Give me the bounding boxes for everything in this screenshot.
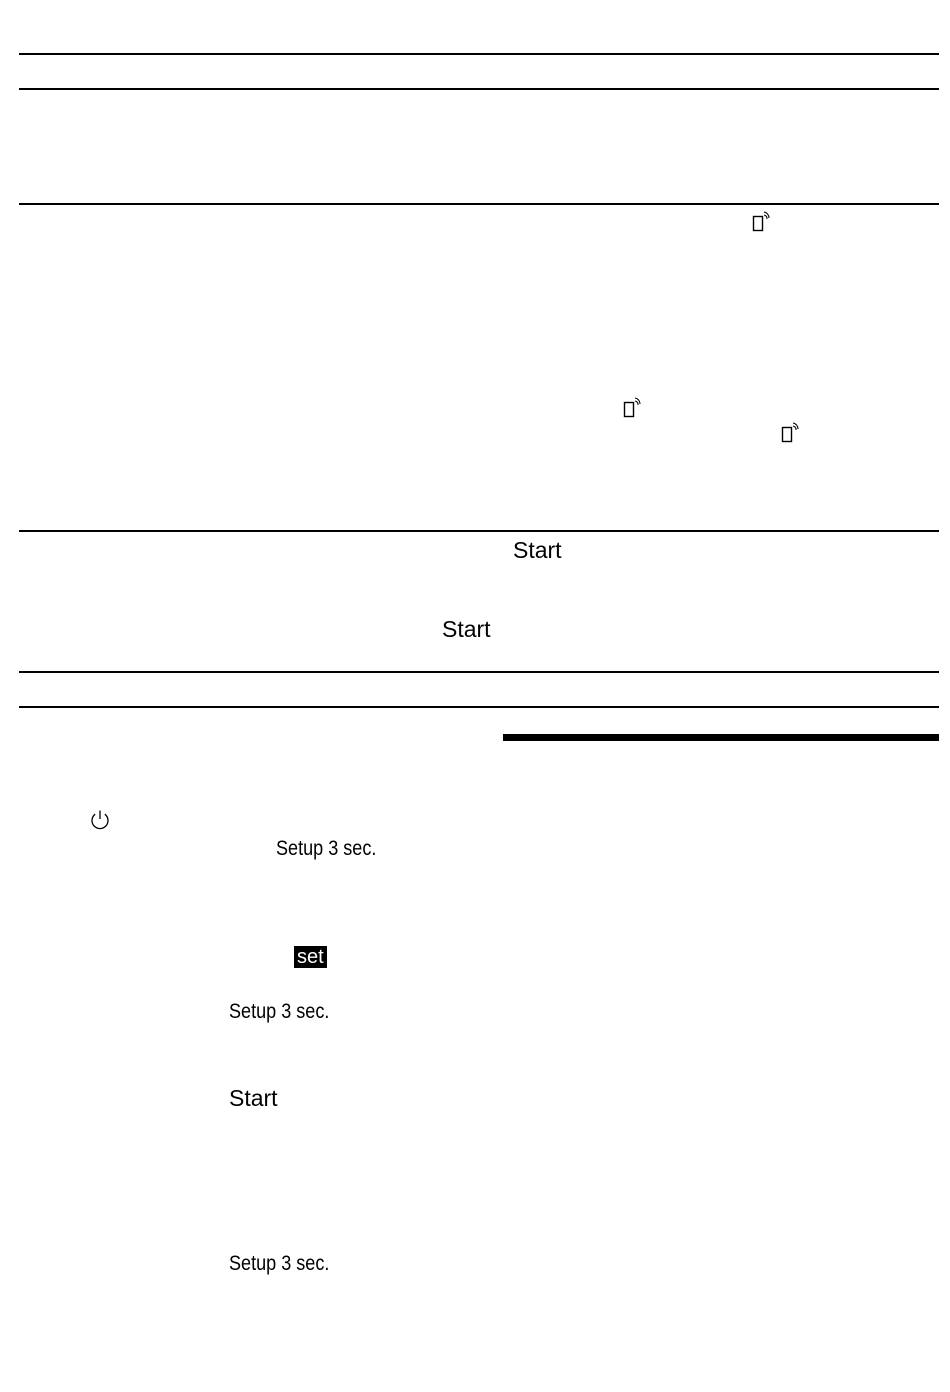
table-header-rule — [19, 88, 939, 90]
setup-button-label: Setup 3 sec. — [229, 1252, 330, 1275]
start-label: Start — [229, 1085, 278, 1111]
remote-start-icon — [781, 420, 801, 444]
setup-button-label: Setup 3 sec. — [229, 1000, 330, 1023]
table-row-divider-3 — [19, 671, 939, 673]
table-bottom-rule — [19, 706, 939, 708]
remote-start-icon — [752, 209, 772, 233]
power-icon — [88, 808, 112, 832]
section-heading-rule — [503, 734, 939, 741]
start-label: Start — [513, 537, 562, 563]
remote-start-icon — [623, 395, 643, 419]
table-row-divider-1 — [19, 203, 939, 205]
start-label: Start — [442, 616, 491, 642]
table-top-rule — [19, 53, 939, 55]
table-row-divider-2 — [19, 530, 939, 532]
setup-button-label: Setup 3 sec. — [276, 837, 377, 860]
set-display-badge: set — [294, 946, 327, 968]
